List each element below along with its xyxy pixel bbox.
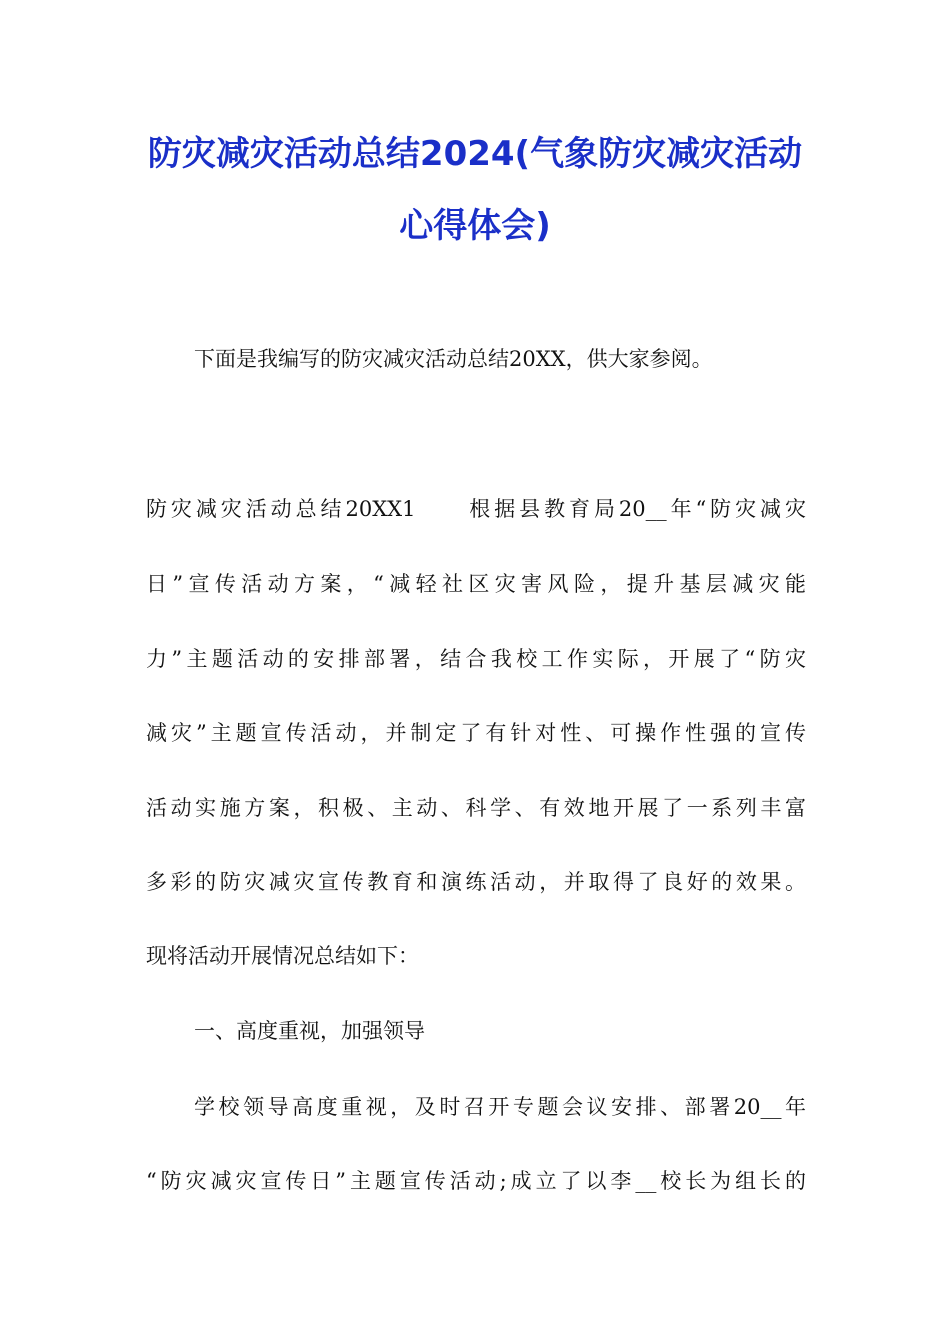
document-title-line-2: 心得体会) [399,206,551,246]
paragraph-1-line-3: 力”主题活动的安排部署，结合我校工作实际，开展了“防灾 [146,647,806,671]
paragraph-1-line-5: 活动实施方案，积极、主动、科学、有效地开展了一系列丰富 [146,796,806,820]
paragraph-1-line-1: 防灾减灾活动总结20XX1 根据县教育局20__年“防灾减灾 [146,497,806,521]
section-heading-1: 一、高度重视，加强领导 [194,1019,425,1043]
paragraph-1-line-7: 现将活动开展情况总结如下： [146,944,419,968]
paragraph-1-line-4: 减灾”主题宣传活动，并制定了有针对性、可操作性强的宣传 [146,721,806,745]
document-title-line-1: 防灾减灾活动总结2024(气象防灾减灾活动 [147,134,803,174]
paragraph-1-line-6: 多彩的防灾减灾宣传教育和演练活动，并取得了良好的效果。 [146,870,806,894]
intro-paragraph: 下面是我编写的防灾减灾活动总结20XX，供大家参阅。 [194,347,713,371]
paragraph-2-line-1: 学校领导高度重视，及时召开专题会议安排、部署20__年 [194,1095,806,1119]
paragraph-1-line-2: 日”宣传活动方案，“减轻社区灾害风险，提升基层减灾能 [146,572,806,596]
paragraph-2-line-2: “防灾减灾宣传日”主题宣传活动;成立了以李__校长为组长的 [146,1169,806,1193]
